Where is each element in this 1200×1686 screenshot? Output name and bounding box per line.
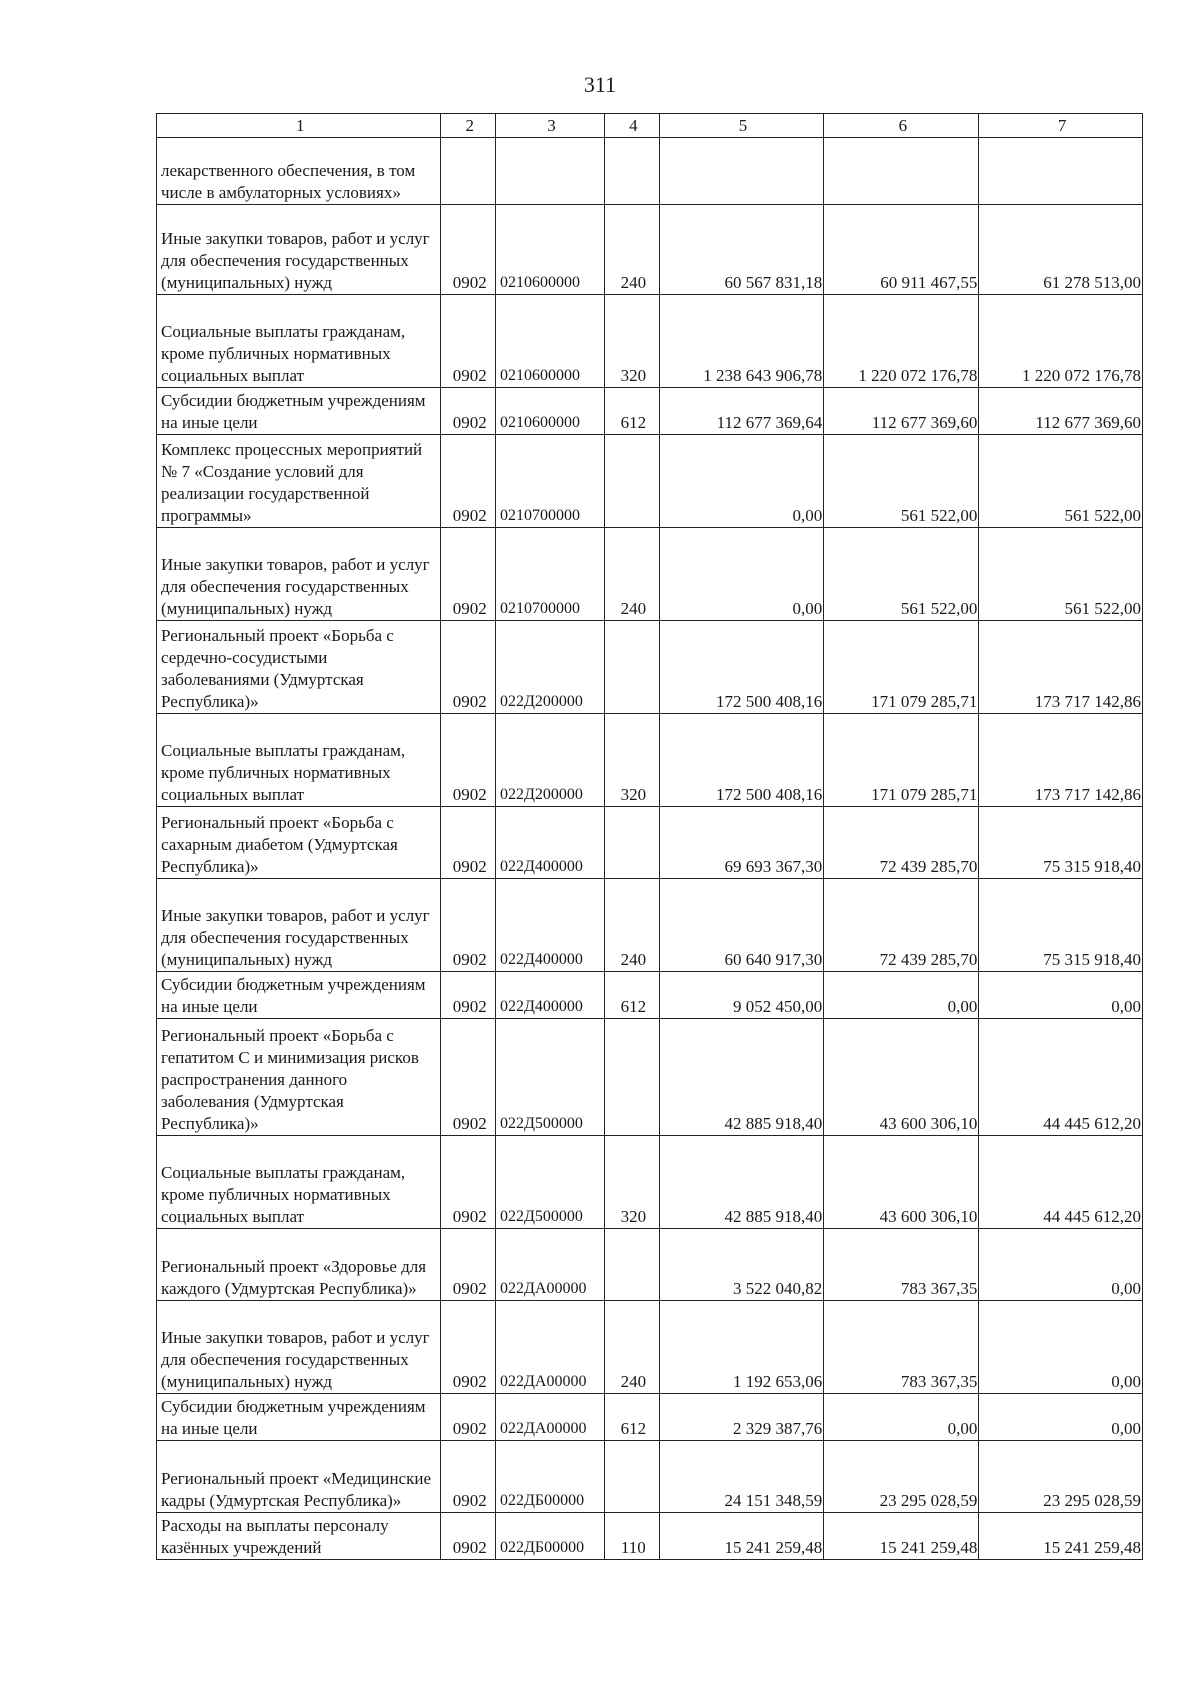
- row-amount-3: 173 717 142,86: [979, 714, 1143, 807]
- row-name: Региональный проект «Медицинские кадры (Удмуртская Республика)»: [157, 1441, 441, 1513]
- row-amount-2: 72 439 285,70: [824, 879, 979, 972]
- row-amount-1: 172 500 408,16: [659, 621, 824, 714]
- row-type: [605, 138, 660, 205]
- row-section: 0902: [441, 621, 496, 714]
- row-section: 0902: [441, 1019, 496, 1136]
- row-amount-1: 42 885 918,40: [659, 1019, 824, 1136]
- header-cell: 7: [979, 114, 1143, 138]
- row-code: [495, 138, 604, 205]
- row-amount-2: 15 241 259,48: [824, 1513, 979, 1560]
- row-amount-2: 171 079 285,71: [824, 714, 979, 807]
- row-amount-2: 43 600 306,10: [824, 1136, 979, 1229]
- row-name: Социальные выплаты гражданам, кроме публичных нормативных социальных выплат: [157, 1136, 441, 1229]
- row-amount-3: 75 315 918,40: [979, 879, 1143, 972]
- row-type: [605, 1229, 660, 1301]
- table-row: [157, 807, 1143, 879]
- header-cell: 3: [495, 114, 604, 138]
- row-amount-2: [824, 138, 979, 205]
- header-cell: 2: [441, 114, 496, 138]
- row-name: Региональный проект «Здоровье для каждого (Удмуртская Республика)»: [157, 1229, 441, 1301]
- header-cell: 1: [157, 114, 441, 138]
- row-amount-2: 783 367,35: [824, 1229, 979, 1301]
- table-row: [157, 435, 1143, 528]
- row-amount-2: 171 079 285,71: [824, 621, 979, 714]
- row-amount-2: 783 367,35: [824, 1301, 979, 1394]
- row-code: 0210600000: [495, 295, 604, 388]
- row-code: 0210700000: [495, 435, 604, 528]
- row-name: Субсидии бюджетным учреждениям на иные цели: [157, 388, 441, 435]
- row-name: Расходы на выплаты персоналу казённых учреждений: [157, 1513, 441, 1560]
- row-amount-3: 0,00: [979, 1394, 1143, 1441]
- row-amount-1: 60 640 917,30: [659, 879, 824, 972]
- row-code: 022Д200000: [495, 621, 604, 714]
- row-name: Иные закупки товаров, работ и услуг для обеспечения государственных (муниципальных) нужд: [157, 528, 441, 621]
- row-amount-2: 561 522,00: [824, 435, 979, 528]
- header-cell: 4: [605, 114, 660, 138]
- row-section: 0902: [441, 807, 496, 879]
- table-row: [157, 1301, 1143, 1394]
- row-amount-1: 69 693 367,30: [659, 807, 824, 879]
- row-amount-1: 3 522 040,82: [659, 1229, 824, 1301]
- row-amount-1: 0,00: [659, 435, 824, 528]
- row-code: 022Д200000: [495, 714, 604, 807]
- row-code: 022Д400000: [495, 807, 604, 879]
- table-body: [157, 138, 1143, 1560]
- table-row: [157, 1136, 1143, 1229]
- row-code: 022ДБ00000: [495, 1441, 604, 1513]
- row-amount-1: 9 052 450,00: [659, 972, 824, 1019]
- header-cell: 5: [659, 114, 824, 138]
- row-amount-3: 15 241 259,48: [979, 1513, 1143, 1560]
- table-row: [157, 295, 1143, 388]
- row-amount-1: [659, 138, 824, 205]
- row-amount-1: 0,00: [659, 528, 824, 621]
- row-amount-3: 61 278 513,00: [979, 205, 1143, 295]
- row-amount-2: 0,00: [824, 1394, 979, 1441]
- row-amount-1: 60 567 831,18: [659, 205, 824, 295]
- row-amount-2: 1 220 072 176,78: [824, 295, 979, 388]
- row-name: Социальные выплаты гражданам, кроме публичных нормативных социальных выплат: [157, 295, 441, 388]
- row-amount-3: 44 445 612,20: [979, 1136, 1143, 1229]
- row-amount-1: 24 151 348,59: [659, 1441, 824, 1513]
- row-type: 612: [605, 1394, 660, 1441]
- row-code: 0210700000: [495, 528, 604, 621]
- row-section: 0902: [441, 388, 496, 435]
- row-name: Субсидии бюджетным учреждениям на иные цели: [157, 1394, 441, 1441]
- row-amount-1: 112 677 369,64: [659, 388, 824, 435]
- row-amount-3: 1 220 072 176,78: [979, 295, 1143, 388]
- page-number: 311: [583, 72, 617, 97]
- row-section: 0902: [441, 295, 496, 388]
- row-amount-2: 60 911 467,55: [824, 205, 979, 295]
- row-type: [605, 807, 660, 879]
- table-row: [157, 972, 1143, 1019]
- row-amount-3: 173 717 142,86: [979, 621, 1143, 714]
- row-amount-3: [979, 138, 1143, 205]
- row-amount-2: 72 439 285,70: [824, 807, 979, 879]
- row-type: [605, 435, 660, 528]
- row-code: 022Д400000: [495, 972, 604, 1019]
- row-section: 0902: [441, 205, 496, 295]
- row-code: 022Д500000: [495, 1136, 604, 1229]
- row-type: 240: [605, 879, 660, 972]
- row-amount-1: 1 238 643 906,78: [659, 295, 824, 388]
- row-amount-3: 75 315 918,40: [979, 807, 1143, 879]
- row-section: 0902: [441, 1301, 496, 1394]
- row-section: [441, 138, 496, 205]
- table-row: [157, 205, 1143, 295]
- row-name: лекарственного обеспечения, в том числе в амбулаторных условиях»: [157, 138, 441, 205]
- row-amount-1: 1 192 653,06: [659, 1301, 824, 1394]
- row-type: 240: [605, 205, 660, 295]
- table-row: [157, 1441, 1143, 1513]
- table-header: [157, 114, 1143, 138]
- row-amount-3: 0,00: [979, 1229, 1143, 1301]
- header-cell: 6: [824, 114, 979, 138]
- row-type: 612: [605, 388, 660, 435]
- row-section: 0902: [441, 1441, 496, 1513]
- row-amount-2: 23 295 028,59: [824, 1441, 979, 1513]
- row-code: 022Д400000: [495, 879, 604, 972]
- row-code: 022ДА00000: [495, 1229, 604, 1301]
- table-row: [157, 1394, 1143, 1441]
- row-type: 320: [605, 295, 660, 388]
- table-row: [157, 1019, 1143, 1136]
- row-code: 0210600000: [495, 205, 604, 295]
- row-amount-3: 112 677 369,60: [979, 388, 1143, 435]
- row-amount-3: 23 295 028,59: [979, 1441, 1143, 1513]
- row-type: 240: [605, 528, 660, 621]
- row-section: 0902: [441, 1229, 496, 1301]
- row-amount-3: 0,00: [979, 1301, 1143, 1394]
- row-name: Региональный проект «Борьба с гепатитом С и минимизация рисков распространения данного заболевания (Удмуртская Республика)»: [157, 1019, 441, 1136]
- row-type: [605, 1019, 660, 1136]
- table-row: [157, 388, 1143, 435]
- table-row: [157, 1229, 1143, 1301]
- row-type: [605, 1441, 660, 1513]
- row-section: 0902: [441, 714, 496, 807]
- row-amount-2: 43 600 306,10: [824, 1019, 979, 1136]
- row-section: 0902: [441, 972, 496, 1019]
- row-code: 022ДА00000: [495, 1394, 604, 1441]
- header-row: [157, 114, 1143, 138]
- row-type: [605, 621, 660, 714]
- row-section: 0902: [441, 528, 496, 621]
- table-row: [157, 714, 1143, 807]
- row-amount-2: 112 677 369,60: [824, 388, 979, 435]
- row-amount-1: 172 500 408,16: [659, 714, 824, 807]
- row-amount-3: 561 522,00: [979, 435, 1143, 528]
- row-amount-3: 44 445 612,20: [979, 1019, 1143, 1136]
- row-section: 0902: [441, 879, 496, 972]
- row-name: Иные закупки товаров, работ и услуг для обеспечения государственных (муниципальных) нужд: [157, 879, 441, 972]
- row-code: 022Д500000: [495, 1019, 604, 1136]
- row-type: 110: [605, 1513, 660, 1560]
- table-row: [157, 138, 1143, 205]
- row-amount-3: 0,00: [979, 972, 1143, 1019]
- row-name: Иные закупки товаров, работ и услуг для обеспечения государственных (муниципальных) нужд: [157, 1301, 441, 1394]
- row-code: 0210600000: [495, 388, 604, 435]
- row-amount-2: 0,00: [824, 972, 979, 1019]
- row-name: Иные закупки товаров, работ и услуг для обеспечения государственных (муниципальных) нужд: [157, 205, 441, 295]
- row-name: Субсидии бюджетным учреждениям на иные цели: [157, 972, 441, 1019]
- row-amount-1: 2 329 387,76: [659, 1394, 824, 1441]
- row-amount-1: 42 885 918,40: [659, 1136, 824, 1229]
- row-section: 0902: [441, 1394, 496, 1441]
- row-section: 0902: [441, 1513, 496, 1560]
- table-row: [157, 528, 1143, 621]
- budget-table: [156, 113, 1143, 1560]
- row-type: 320: [605, 714, 660, 807]
- row-type: 612: [605, 972, 660, 1019]
- row-name: Региональный проект «Борьба с сердечно-сосудистыми заболеваниями (Удмуртская Республика)»: [157, 621, 441, 714]
- row-amount-1: 15 241 259,48: [659, 1513, 824, 1560]
- row-type: 240: [605, 1301, 660, 1394]
- row-name: Социальные выплаты гражданам, кроме публичных нормативных социальных выплат: [157, 714, 441, 807]
- table-row: [157, 621, 1143, 714]
- row-amount-2: 561 522,00: [824, 528, 979, 621]
- row-type: 320: [605, 1136, 660, 1229]
- row-section: 0902: [441, 435, 496, 528]
- table-row: [157, 1513, 1143, 1560]
- table-row: [157, 879, 1143, 972]
- row-code: 022ДБ00000: [495, 1513, 604, 1560]
- row-name: Комплекс процессных мероприятий № 7 «Создание условий для реализации государственной программы»: [157, 435, 441, 528]
- row-amount-3: 561 522,00: [979, 528, 1143, 621]
- row-code: 022ДА00000: [495, 1301, 604, 1394]
- row-name: Региональный проект «Борьба с сахарным диабетом (Удмуртская Республика)»: [157, 807, 441, 879]
- row-section: 0902: [441, 1136, 496, 1229]
